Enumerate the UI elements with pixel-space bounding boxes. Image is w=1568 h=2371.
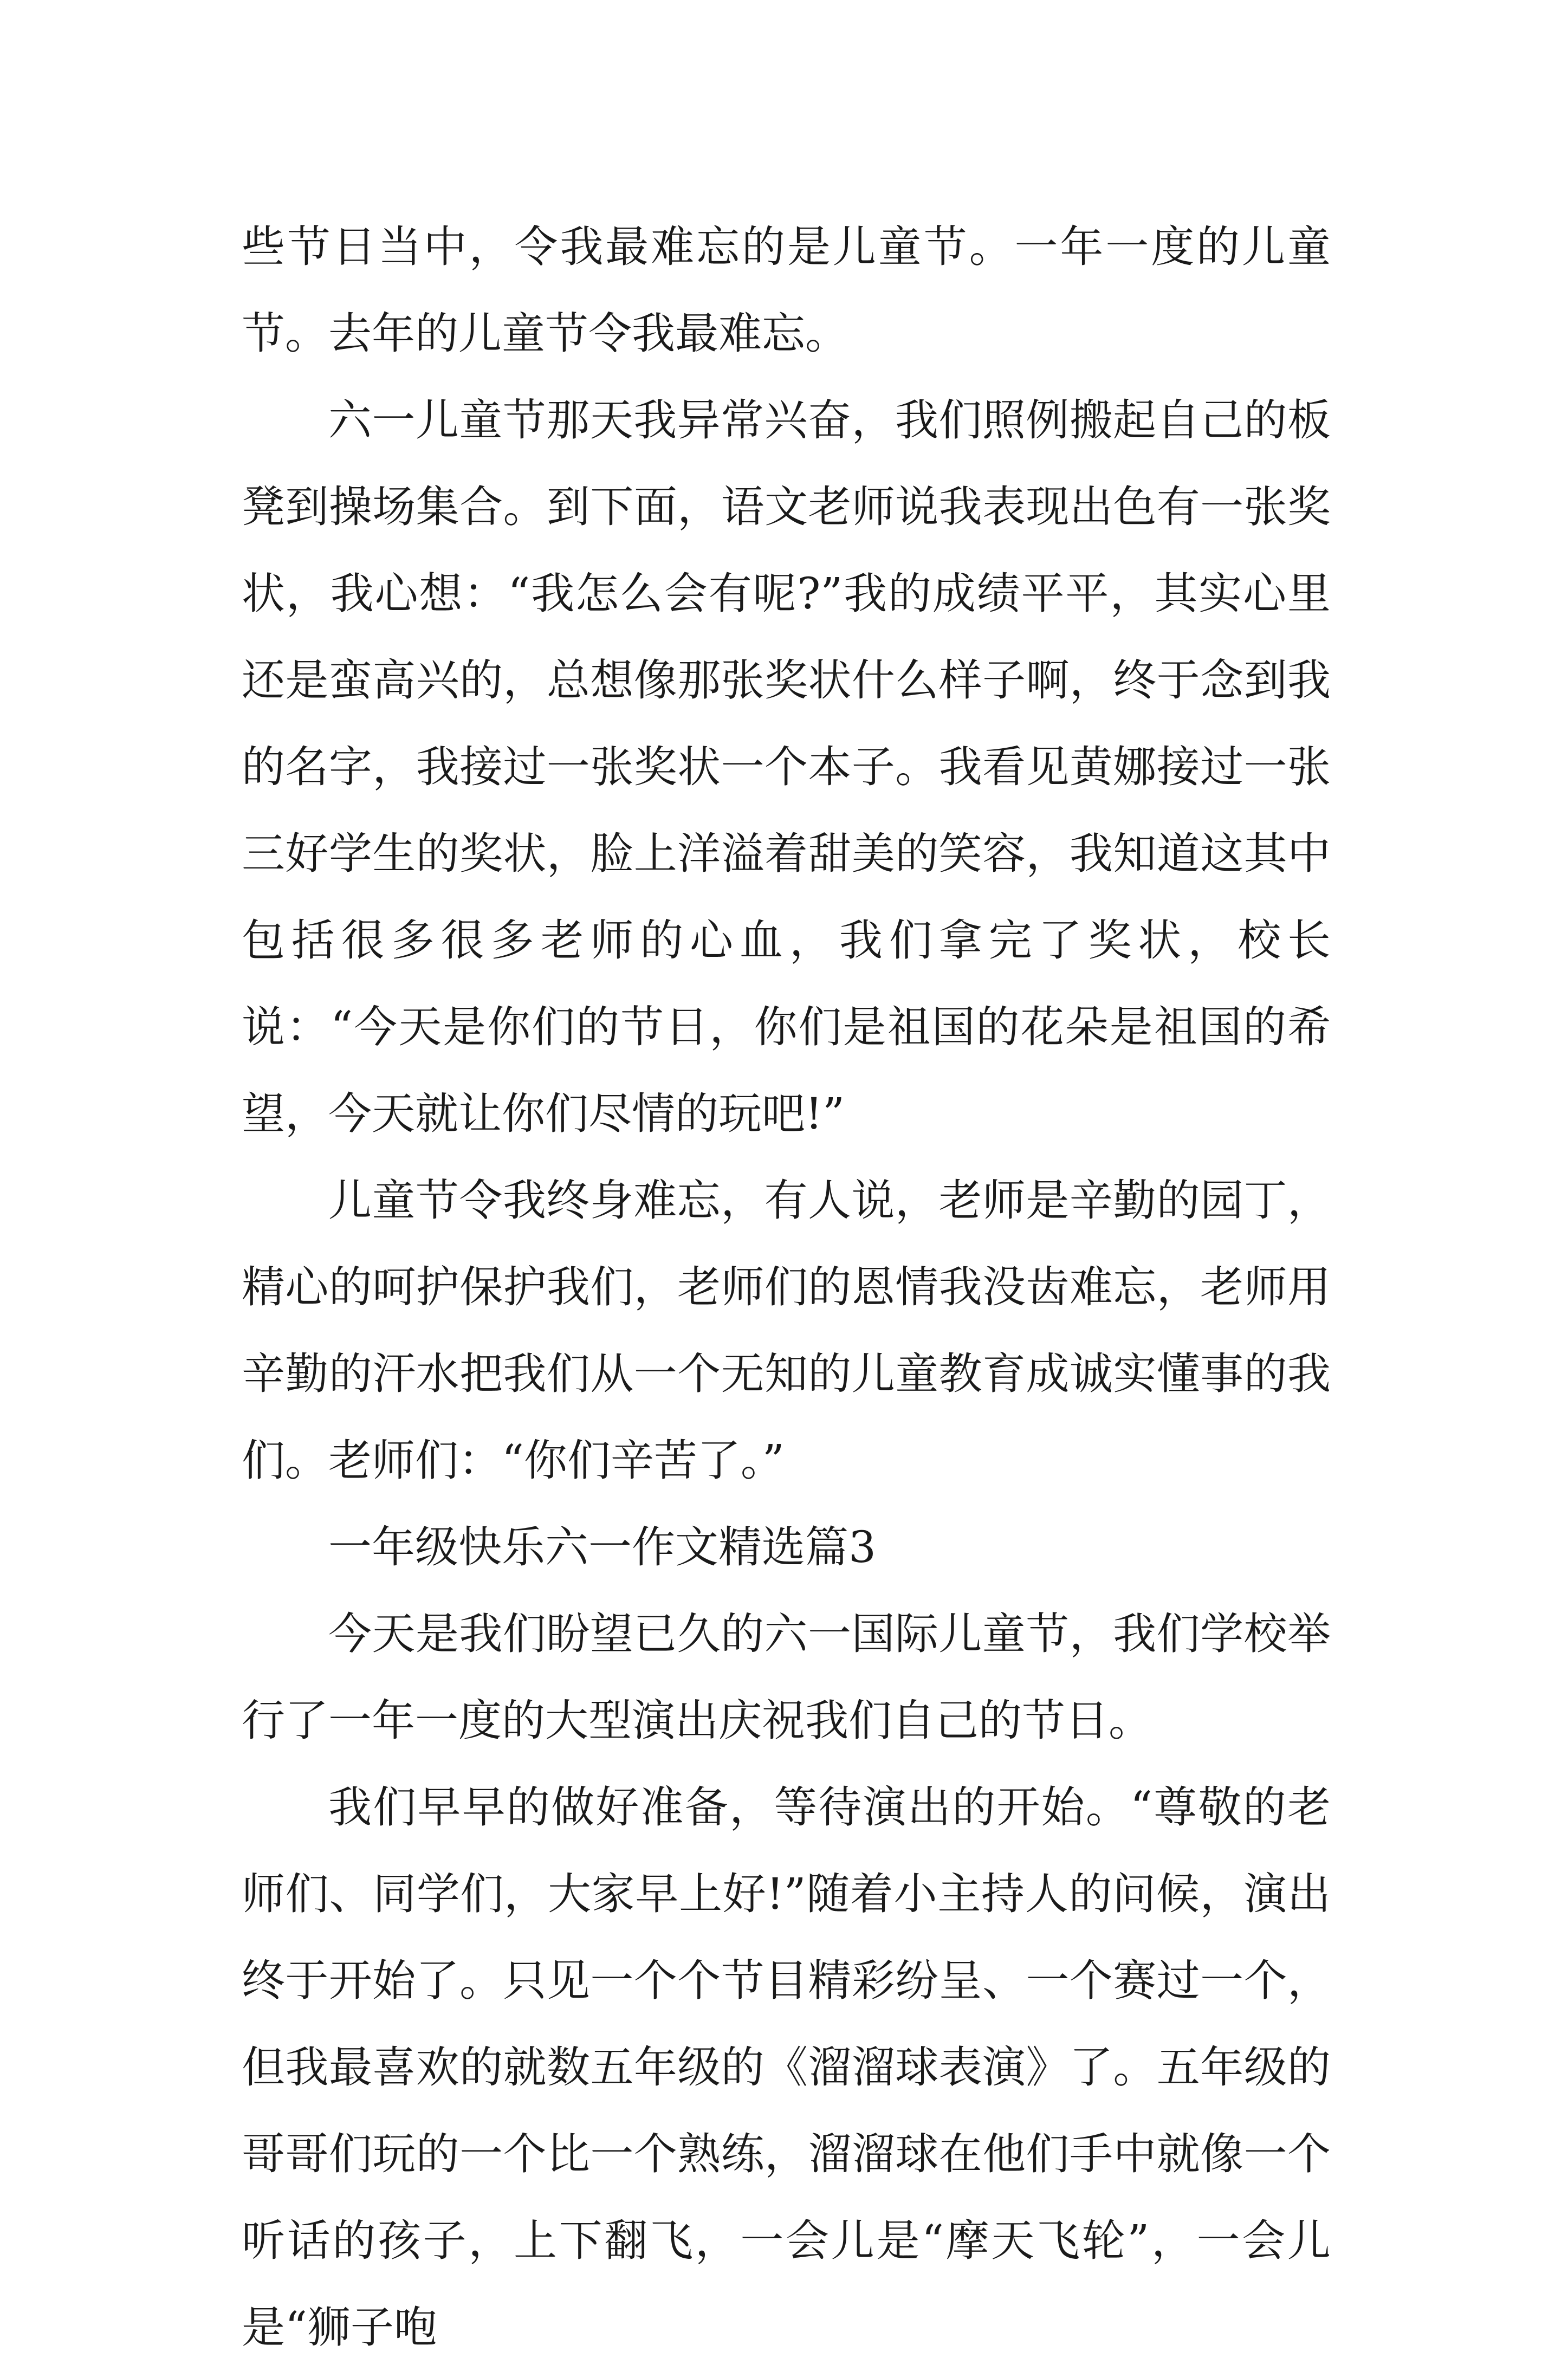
paragraph-1: 些节日当中，令我最难忘的是儿童节。一年一度的儿童节。去年的儿童节令我最难忘。 <box>242 222 1331 359</box>
paragraph-5: 我们早早的做好准备，等待演出的开始。“尊敬的老师们、同学们，大家早上好!”随着小主持人的问候，演出终于开始了。只见一个个节目精彩纷呈、一个赛过一个，但我最喜欢的就数五年级的《溜溜球表演》了。五年级的哥哥们玩的一个比一个熟练，溜溜球在他们手中就像一个听话的孩子，上下翻飞，一会儿是“摩天飞轮”，一会儿是“狮子咆 <box>242 1782 1331 2353</box>
document-body <box>242 204 1331 2371</box>
paragraph-2: 六一儿童节那天我异常兴奋，我们照例搬起自己的板凳到操场集合。到下面，语文老师说我表现出色有一张奖状，我心想：“我怎么会有呢?”我的成绩平平，其实心里还是蛮高兴的，总想像那张奖状什么样子啊，终于念到我的名字，我接过一张奖状一个本子。我看见黄娜接过一张三好学生的奖状，脸上洋溢着甜美的笑容，我知道这其中包括很多很多老师的心血，我们拿完了奖状，校长说：“今天是你们的节日，你们是祖国的花朵是祖国的希望，今天就让你们尽情的玩吧!” <box>242 395 1331 1139</box>
section-title: 一年级快乐六一作文精选篇3 <box>328 1522 876 1572</box>
paragraph-4: 今天是我们盼望已久的六一国际儿童节，我们学校举行了一年一度的大型演出庆祝我们自己的节日。 <box>242 1609 1331 1746</box>
paragraph-3: 儿童节令我终身难忘，有人说，老师是辛勤的园丁，精心的呵护保护我们，老师们的恩情我没齿难忘，老师用辛勤的汗水把我们从一个无知的儿童教育成诚实懂事的我们。老师们：“你们辛苦了。” <box>242 1175 1331 1486</box>
